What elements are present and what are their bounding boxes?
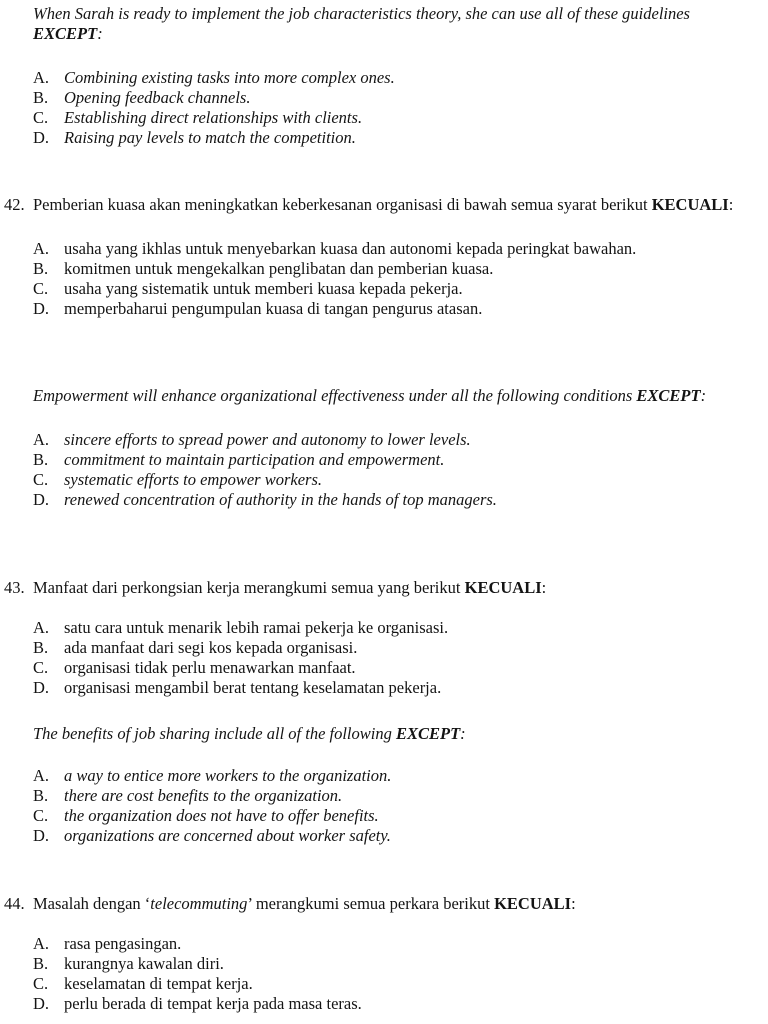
q44-ms-option-d: D. perlu berada di tempat kerja pada masa teras. [33, 994, 362, 1013]
q43-malay [0, 578, 768, 698]
q43-ms-option-b: B. ada manfaat dari segi kos kepada organisasi. [33, 638, 358, 657]
except-keyword: EXCEPT [395, 724, 461, 743]
q42-ms-option-a: A. usaha yang ikhlas untuk menyebarkan kuasa dan autonomi kepada peringkat bawahan. [33, 239, 637, 258]
except-keyword: EXCEPT [33, 24, 98, 43]
q41-english [0, 4, 768, 148]
kecuali-keyword: KECUALI [494, 894, 572, 913]
q41-en-option-c: C. Establishing direct relationships with clients. [33, 108, 363, 127]
question-number: 44. [4, 894, 25, 913]
q43-ms-stem: 43. Manfaat dari perkongsian kerja merangkumi semua yang berikut KECUALI: [4, 578, 547, 597]
telecommuting-term: telecommuting [150, 894, 248, 913]
q42-ms-option-b: B. komitmen untuk mengekalkan penglibatan dan pemberian kuasa. [33, 259, 494, 278]
q43-en-option-c: C. the organization does not have to offer benefits. [33, 806, 379, 825]
q43-en-stem: The benefits of job sharing include all of the following EXCEPT: [33, 724, 466, 743]
q43-ms-option-a: A. satu cara untuk menarik lebih ramai pekerja ke organisasi. [33, 618, 449, 637]
question-number: 43. [4, 578, 25, 597]
kecuali-keyword: KECUALI [651, 195, 729, 214]
q44-malay [0, 894, 768, 1014]
q43-english [0, 724, 768, 846]
except-keyword: EXCEPT [636, 386, 701, 405]
q44-ms-option-b: B. kurangnya kawalan diri. [33, 954, 224, 973]
question-number: 42. [4, 195, 25, 214]
q42-ms-option-d: D. memperbaharui pengumpulan kuasa di tangan pengurus atasan. [33, 299, 483, 318]
q43-ms-option-d: D. organisasi mengambil berat tentang keselamatan pekerja. [33, 678, 442, 697]
q43-ms-option-c: C. organisasi tidak perlu menawarkan manfaat. [33, 658, 356, 677]
q42-en-option-d: D. renewed concentration of authority in the hands of top managers. [33, 490, 497, 509]
q41-en-option-b: B. Opening feedback channels. [33, 88, 251, 107]
q41-en-option-a: A. Combining existing tasks into more complex ones. [33, 68, 395, 87]
q42-en-option-a: A. sincere efforts to spread power and autonomy to lower levels. [33, 430, 471, 449]
q42-en-option-b: B. commitment to maintain participation and empowerment. [33, 450, 445, 469]
kecuali-keyword: KECUALI [464, 578, 542, 597]
q43-en-option-a: A. a way to entice more workers to the organization. [33, 766, 392, 785]
q44-ms-option-c: C. keselamatan di tempat kerja. [33, 974, 253, 993]
q42-en-stem: Empowerment will enhance organizational effectiveness under all the following conditions EXCEPT: [33, 386, 707, 405]
q44-ms-option-a: A. rasa pengasingan. [33, 934, 182, 953]
q42-english [0, 386, 768, 510]
q42-ms-option-c: C. usaha yang sistematik untuk memberi kuasa kepada pekerja. [33, 279, 463, 298]
q41-en-stem: When Sarah is ready to implement the job characteristics theory, she can use all of these guidelines EXCEPT: [33, 4, 690, 43]
q42-malay [0, 195, 768, 319]
q44-ms-stem: 44. Masalah dengan ‘telecommuting’ merangkumi semua perkara berikut KECUALI: [4, 894, 576, 913]
q41-en-option-d: D. Raising pay levels to match the competition. [33, 128, 356, 147]
q43-en-option-b: B. there are cost benefits to the organization. [33, 786, 343, 805]
q43-en-option-d: D. organizations are concerned about worker safety. [33, 826, 391, 845]
q42-en-option-c: C. systematic efforts to empower workers. [33, 470, 323, 489]
q42-ms-stem: 42. Pemberian kuasa akan meningkatkan keberkesanan organisasi di bawah semua syarat berikut KECUALI: [4, 195, 734, 214]
